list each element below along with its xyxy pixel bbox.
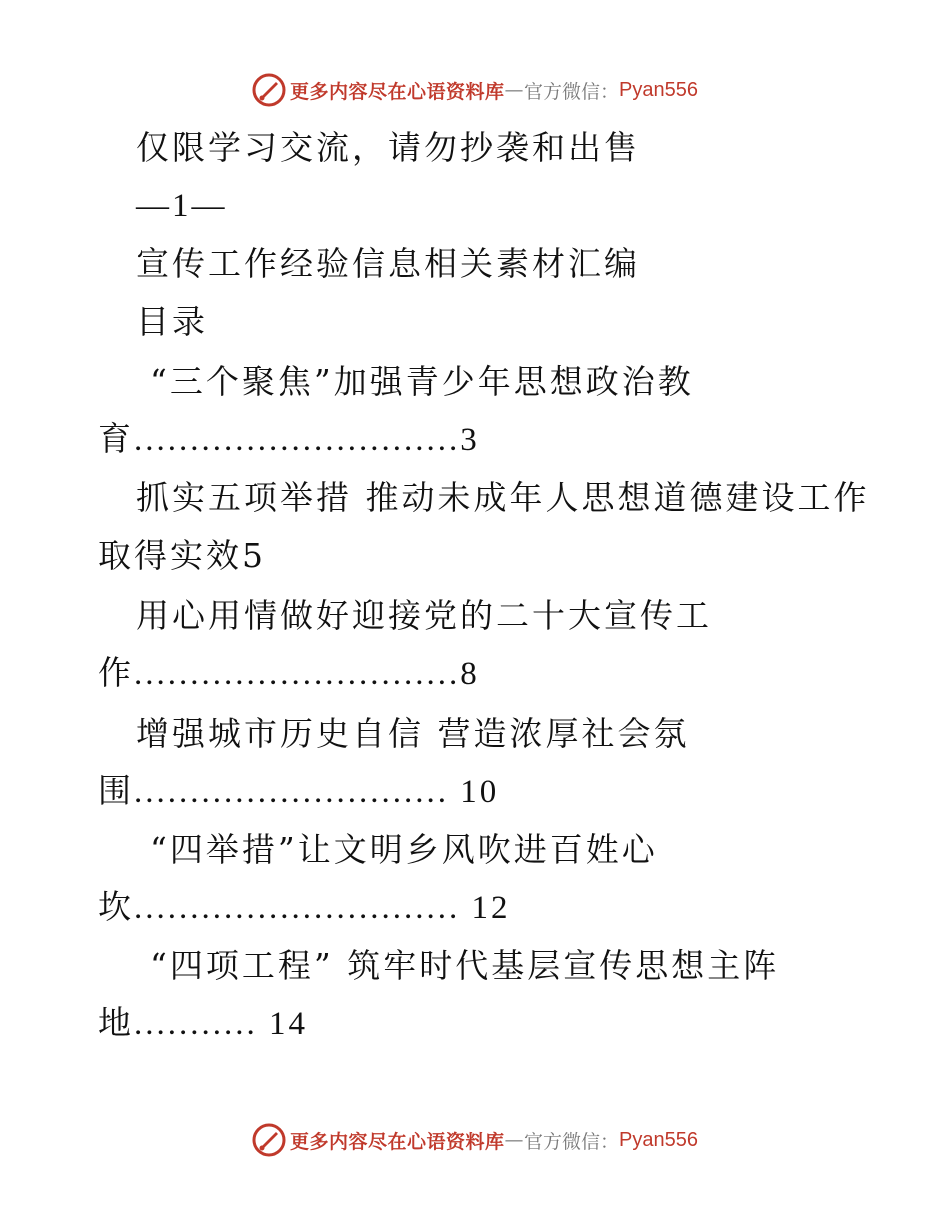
toc-entry-page[interactable]: 作.............................8: [98, 656, 480, 692]
toc-heading: 目录: [136, 302, 208, 341]
toc-entry-page[interactable]: 育.............................3: [98, 422, 480, 458]
toc-entry-page[interactable]: 围............................ 10: [98, 774, 500, 810]
banner-dash: —: [504, 79, 525, 101]
toc-entry-page[interactable]: 坎............................. 12: [98, 890, 511, 926]
toc-entry-line[interactable]: “三个聚焦”加强青少年思想政治教: [150, 362, 694, 401]
document-title: 宣传工作经验信息相关素材汇编: [136, 244, 640, 283]
banner-wechat-label: 官方微信：: [524, 80, 620, 103]
banner-dash: —: [504, 1129, 525, 1151]
toc-entry-line[interactable]: 增强城市历史自信 营造浓厚社会氛: [136, 714, 690, 753]
banner-wechat-id: Pyan556: [619, 1128, 698, 1151]
watermark-banner-top: [0, 70, 950, 110]
logo-icon: [252, 73, 286, 107]
toc-entry-line[interactable]: 用心用情做好迎接党的二十大宣传工: [136, 596, 712, 635]
banner-text: 更多内容尽在心语资料库: [290, 80, 505, 103]
notice-text: 仅限学习交流，请勿抄袭和出售: [136, 128, 640, 167]
logo-icon: [252, 1123, 286, 1157]
toc-entry-page[interactable]: 取得实效5: [98, 536, 266, 575]
page-marker: —1—: [136, 188, 228, 224]
toc-entry-line[interactable]: 抓实五项举措 推动未成年人思想道德建设工作: [136, 478, 870, 517]
toc-entry-line[interactable]: “四举措”让文明乡风吹进百姓心: [150, 830, 658, 869]
banner-wechat-label: 官方微信：: [524, 1130, 620, 1153]
banner-wechat-id: Pyan556: [619, 78, 698, 101]
banner-text: 更多内容尽在心语资料库: [290, 1130, 505, 1153]
watermark-banner-bottom: [0, 1120, 950, 1160]
toc-entry-line[interactable]: “四项工程” 筑牢时代基层宣传思想主阵: [150, 946, 780, 985]
toc-entry-page[interactable]: 地........... 14: [98, 1006, 308, 1042]
